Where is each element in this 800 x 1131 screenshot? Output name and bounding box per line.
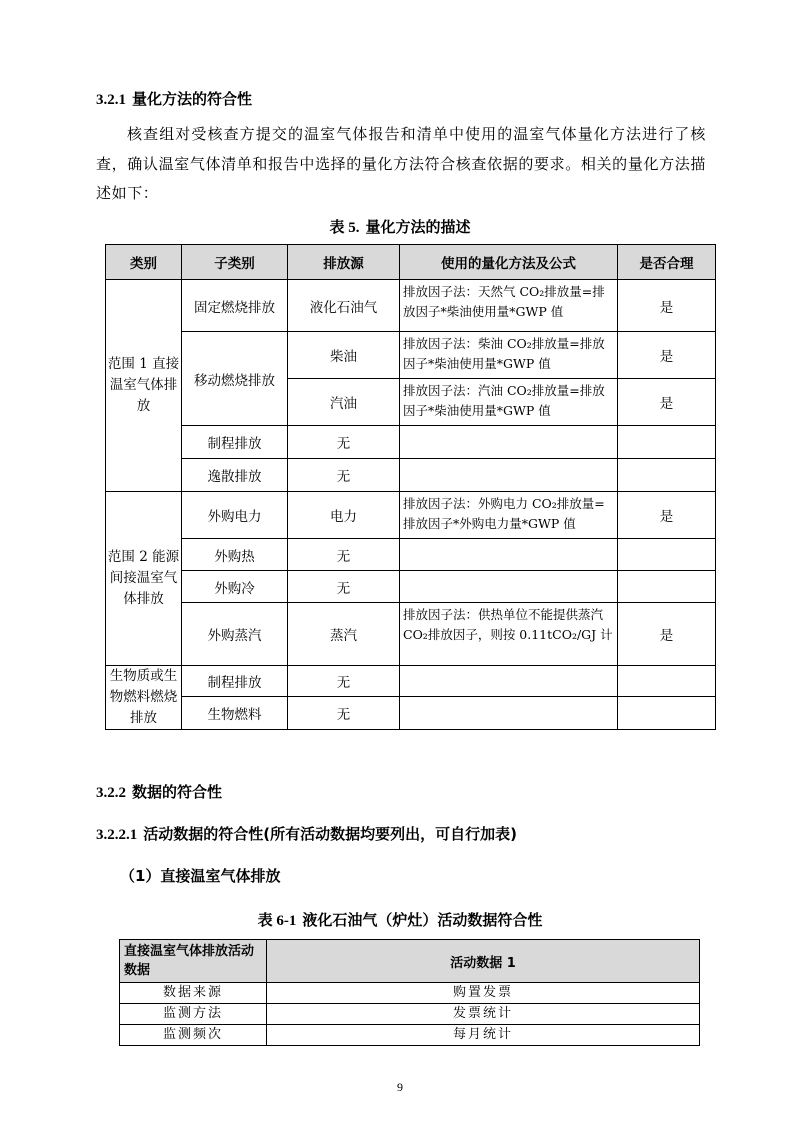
method-cell: 排放因子法：柴油 CO₂排放量=排放因子*柴油使用量*GWP 值	[400, 332, 618, 379]
quantification-methods-table	[105, 244, 716, 730]
subcategory-cell: 逸散排放	[182, 459, 288, 492]
reasonable-cell	[618, 666, 716, 697]
subcategory-cell: 外购热	[182, 539, 288, 571]
source-cell: 蒸汽	[288, 603, 400, 666]
source-cell: 无	[288, 697, 400, 730]
table-row	[106, 459, 716, 492]
table-row	[120, 1004, 700, 1025]
intro-paragraph: 核查组对受核查方提交的温室气体报告和清单中使用的温室气体量化方法进行了核查，确认温室气体清单和报告中选择的量化方法符合核查依据的要求。相关的量化方法描述如下：	[96, 125, 706, 202]
section-heading-3-2-1: 3.2.1 量化方法的符合性	[96, 90, 253, 108]
subcategory-cell: 移动燃烧排放	[182, 332, 288, 426]
method-cell	[400, 426, 618, 459]
source-cell: 无	[288, 426, 400, 459]
source-cell: 无	[288, 571, 400, 603]
source-cell: 无	[288, 666, 400, 697]
method-cell	[400, 539, 618, 571]
reasonable-cell: 是	[618, 603, 716, 666]
reasonable-cell: 是	[618, 492, 716, 539]
header-subcategory: 子类别	[182, 245, 288, 280]
subcategory-cell: 制程排放	[182, 666, 288, 697]
section-heading-3-2-2-1: 3.2.2.1 活动数据的符合性(所有活动数据均要列出，可自行加表)	[96, 825, 517, 843]
reasonable-cell: 是	[618, 332, 716, 379]
section-heading-3-2-2: 3.2.2 数据的符合性	[96, 783, 223, 801]
row-label: 监测频次	[120, 1025, 267, 1046]
method-cell: 排放因子法：供热单位不能提供蒸汽 CO₂排放因子，则按 0.11tCO₂/GJ 计	[400, 603, 618, 666]
header-method: 使用的量化方法及公式	[400, 245, 618, 280]
method-cell	[400, 697, 618, 730]
table-row	[120, 1025, 700, 1046]
source-cell: 汽油	[288, 379, 400, 426]
source-cell: 电力	[288, 492, 400, 539]
category-scope1: 范围 1 直接温室气体排放	[106, 280, 182, 492]
header-activity-data-1: 活动数据 1	[267, 940, 700, 983]
header-activity-type: 直接温室气体排放活动数据	[120, 940, 267, 983]
source-cell: 柴油	[288, 332, 400, 379]
row-label: 监测方法	[120, 1004, 267, 1025]
row-value: 每月统计	[267, 1025, 700, 1046]
category-biomass: 生物质或生物燃料燃烧排放	[106, 666, 182, 730]
subcategory-cell: 外购冷	[182, 571, 288, 603]
header-source: 排放源	[288, 245, 400, 280]
source-cell: 无	[288, 459, 400, 492]
table-row	[106, 666, 716, 697]
method-cell	[400, 571, 618, 603]
table-row	[106, 571, 716, 603]
method-cell	[400, 459, 618, 492]
subcategory-cell: 制程排放	[182, 426, 288, 459]
subcategory-cell: 外购电力	[182, 492, 288, 539]
method-cell	[400, 666, 618, 697]
table-row	[106, 280, 716, 332]
method-cell: 排放因子法：外购电力 CO₂排放量=排放因子*外购电力量*GWP 值	[400, 492, 618, 539]
subsection-heading-direct: （1）直接温室气体排放	[120, 867, 281, 885]
row-value: 发票统计	[267, 1004, 700, 1025]
subcategory-cell: 外购蒸汽	[182, 603, 288, 666]
subcategory-cell: 固定燃烧排放	[182, 280, 288, 332]
table-row	[106, 539, 716, 571]
table61-caption: 表 6-1 液化石油气（炉灶）活动数据符合性	[257, 911, 543, 929]
table5-caption: 表 5. 量化方法的描述	[329, 218, 471, 236]
header-category: 类别	[106, 245, 182, 280]
lpg-activity-data-table	[119, 939, 700, 1046]
table-row	[106, 332, 716, 379]
reasonable-cell	[618, 697, 716, 730]
category-scope2: 范围 2 能源间接温室气体排放	[106, 492, 182, 666]
table-row	[106, 492, 716, 539]
source-cell: 无	[288, 539, 400, 571]
method-cell: 排放因子法：汽油 CO₂排放量=排放因子*柴油使用量*GWP 值	[400, 379, 618, 426]
table-row	[106, 697, 716, 730]
reasonable-cell	[618, 571, 716, 603]
reasonable-cell	[618, 459, 716, 492]
reasonable-cell	[618, 426, 716, 459]
table-header-row	[120, 940, 700, 983]
table-row	[106, 426, 716, 459]
method-cell: 排放因子法：天然气 CO₂排放量=排放因子*柴油使用量*GWP 值	[400, 280, 618, 332]
subcategory-cell: 生物燃料	[182, 697, 288, 730]
row-value: 购置发票	[267, 983, 700, 1004]
page-number: 9	[397, 1080, 403, 1094]
reasonable-cell	[618, 539, 716, 571]
table-row	[120, 983, 700, 1004]
source-cell: 液化石油气	[288, 280, 400, 332]
header-reasonable: 是否合理	[618, 245, 716, 280]
reasonable-cell: 是	[618, 280, 716, 332]
table-header-row	[106, 245, 716, 280]
table-row	[106, 603, 716, 666]
reasonable-cell: 是	[618, 379, 716, 426]
row-label: 数据来源	[120, 983, 267, 1004]
